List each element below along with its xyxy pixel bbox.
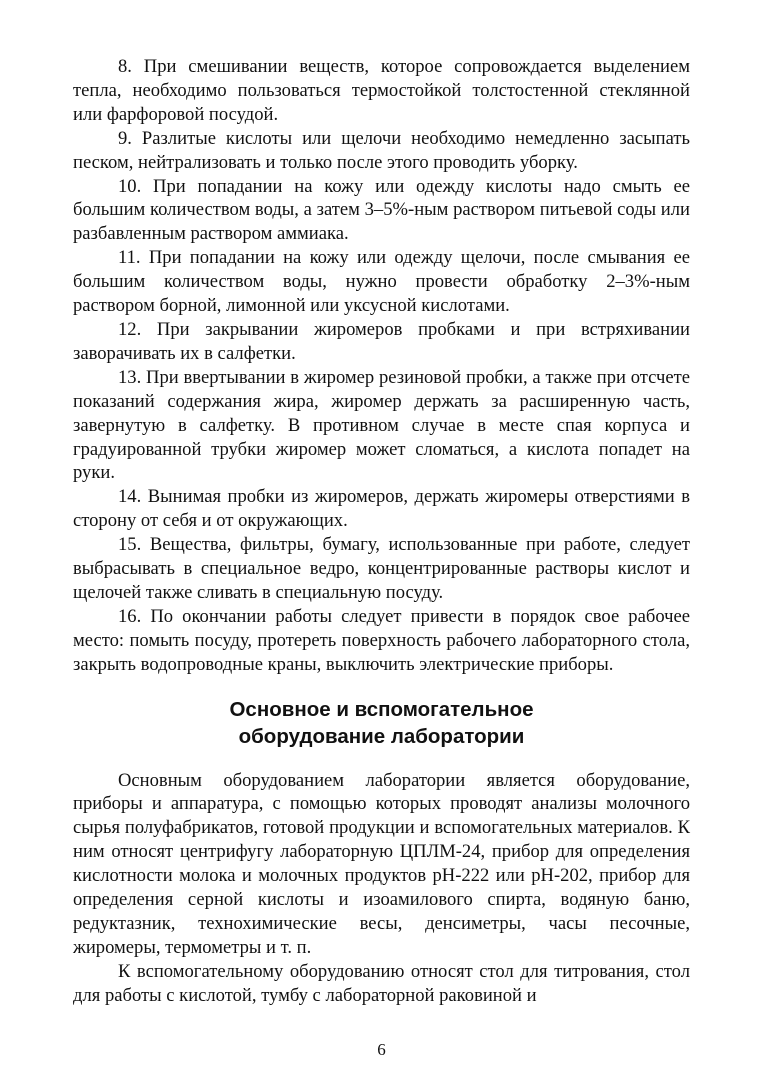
- paragraph-item-13: 13. При ввертывании в жиромер резиновой пробки, а также при отсчете показаний содержания жира, жиромер держать за расширенную часть, завернутую в салфетку. В противном случае в месте спая корпуса и градуированной трубки жиромер может сломаться, а кислота попадет на руки.: [73, 366, 690, 484]
- paragraph-auxiliary-equipment: К вспомогательному оборудованию относят стол для титрования, стол для работы с кислотой, тумбу с лабораторной раковиной и: [73, 960, 690, 1006]
- paragraph-item-15: 15. Вещества, фильтры, бумагу, использованные при работе, следует выбрасывать в специальное ведро, концентрированные растворы кислот и щелочей также сливать в специальную посуду.: [73, 534, 690, 603]
- page-number: 6: [377, 1040, 386, 1059]
- section-heading-line-2: оборудование лаборатории: [238, 724, 525, 748]
- section-heading-line-1: Основное и вспомогательное: [229, 697, 534, 721]
- paragraph-item-11: 11. При попадании на кожу или одежду щелочи, после смывания ее большим количеством воды, нужно провести обработку 2–3%-ным раствором борной, лимонной или уксусной кислотами.: [73, 247, 690, 317]
- paragraph-item-12: 12. При закрывании жиромеров пробками и при встряхивании заворачивать их в салфетки.: [73, 318, 690, 364]
- paragraph-item-16: 16. По окончании работы следует привести в порядок свое рабочее место: помыть посуду, протереть поверхность рабочего лабораторного стола, закрыть водопроводные краны, выключить электрические приборы.: [73, 605, 690, 675]
- paragraph-item-8: 8. При смешивании веществ, которое сопровождается выделением тепла, необходимо пользоваться термостойкой толстостенной стеклянной или фарфоровой посудой.: [73, 56, 690, 125]
- paragraph-item-9: 9. Разлитые кислоты или щелочи необходимо немедленно засыпать песком, нейтрализовать и только после этого проводить уборку.: [73, 127, 690, 173]
- page-body: [73, 55, 690, 1008]
- paragraph-item-10: 10. При попадании на кожу или одежду кислоты надо смыть ее большим количеством воды, а затем 3–5%-ным раствором питьевой соды или разбавленным раствором аммиака.: [73, 175, 690, 245]
- paragraph-item-14: 14. Вынимая пробки из жиромеров, держать жиромеры отверстиями в сторону от себя и от окружающих.: [73, 486, 690, 532]
- section-heading: [73, 696, 690, 750]
- paragraph-main-equipment: Основным оборудованием лаборатории является оборудование, приборы и аппаратура, с помощью которых проводят анализы молочного сырья полуфабрикатов, готовой продукции и вспомогательных материалов. К ним относят центрифугу лабораторную ЦПЛМ-24, прибор для определения кислотности молока и молочных продуктов рН-222 или рН-202, прибор для определения серной кислоты и изоамилового спирта, водяную баню, редуктазник, технохимические весы, денсиметры, часы песочные, жиромеры, термометры и т. п.: [73, 769, 690, 958]
